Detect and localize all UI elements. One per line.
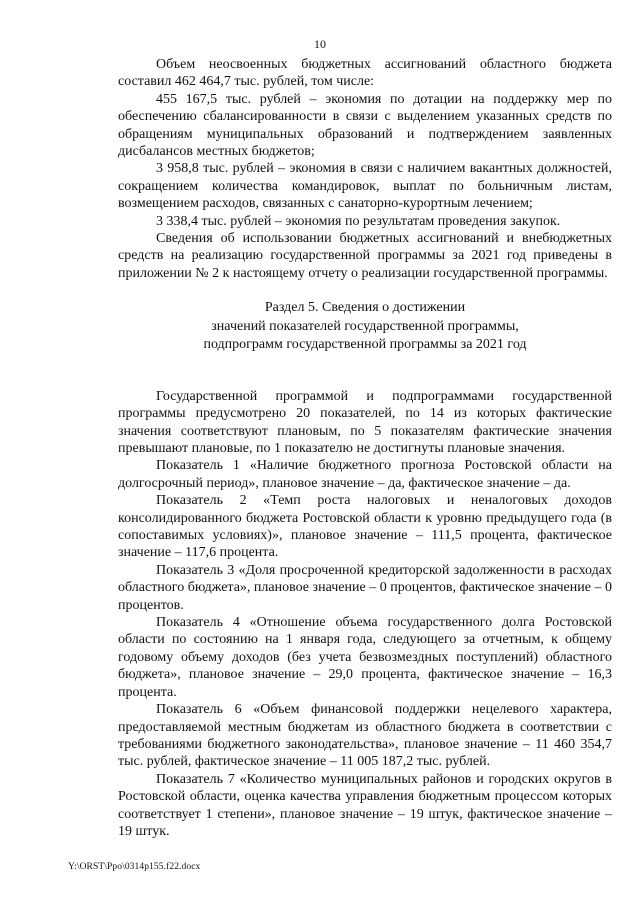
spacer — [118, 355, 612, 388]
paragraph-appendix-reference: Сведения об использовании бюджетных ассигнований и внебюджетных средств на реализацию государственной программы за 2021 год приведены в приложении № 2 к настоящему отчету о реализации государственной программы. — [118, 231, 612, 281]
paragraph-indicator-2: Показатель 2 «Темп роста налоговых и неналоговых доходов консолидированного бюджета Ростовской области к уровню предыдущего года (в сопоставимых условиях)», плановое значение – 111,5 процента, фактическое значение – 117,6 процента. — [118, 493, 612, 561]
paragraph-indicator-1: Показатель 1 «Наличие бюджетного прогноза Ростовской области на долгосрочный период», плановое значение – да, фактическое значение – да. — [118, 458, 612, 491]
paragraph-procurement-savings: 3 338,4 тыс. рублей – экономия по результатам проведения закупок. — [156, 213, 561, 229]
section-heading — [118, 299, 612, 355]
paragraph-indicator-7: Показатель 7 «Количество муниципальных районов и городских округов в Ростовской области, оценка качества управления бюджетным процессом которых соответствует 1 степени», плановое значение – 19 штук, фактическое значение – 19 штук. — [118, 771, 612, 839]
section-heading-line-2: значений показателей государственной программы, — [211, 318, 519, 334]
page-number: 10 — [314, 37, 326, 51]
footer-file-path: Y:\ORST\Ppo\0314p155.f22.docx — [68, 862, 201, 872]
paragraph-indicator-4: Показатель 4 «Отношение объема государственного долга Ростовской области по состоянию на 1 января года, следующего за отчетным, к общему годовому объему доходов (без учета безвозмездных поступлений) областного бюджета», плановое значение – 29,0 процента, фактическое значение – 16,3 процента. — [118, 615, 612, 700]
paragraph-subsidy-savings: 455 167,5 тыс. рублей – экономия по дотации на поддержку мер по обеспечению сбалансированности в связи с выделением указанных средств по обращениям муниципальных образований и подтверждением заявленных дисбалансов местных бюджетов; — [118, 91, 612, 160]
paragraph-indicators-summary: Государственной программой и подпрограммами государственной программы предусмотрено 20 показателей, по 14 из которых фактические значения соответствуют плановым, по 5 показателям фактические значения превышают плановые, по 1 показателю не достигнуты плановые значения. — [118, 388, 612, 456]
paragraph-unspent-total: Объем неосвоенных бюджетных ассигнований областного бюджета составил 462 464,7 тыс. рублей, том числе: — [118, 57, 612, 90]
section-heading-line-3: подпрограмм государственной программы за 2021 год — [203, 337, 527, 353]
paragraph-indicator-6: Показатель 6 «Объем финансовой поддержки нецелевого характера, предоставляемой местным бюджетам из областного бюджета в соответствии с требованиями бюджетного законодательства», плановое значение – 11 460 354,7 тыс. рублей, фактическое значение – 11 005 187,2 тыс. рублей. — [118, 702, 612, 770]
paragraph-indicator-3: Показатель 3 «Доля просроченной кредиторской задолженности в расходах областного бюджета», плановое значение – 0 процентов, фактическое значение – 0 процентов. — [118, 562, 612, 613]
document-body — [118, 56, 612, 840]
section-heading-line-1: Раздел 5. Сведения о достижении — [264, 300, 466, 316]
paragraph-vacancy-savings: 3 958,8 тыс. рублей – экономия в связи с наличием вакантных должностей, сокращением количества командировок, выплат по больничным листам, возмещением расходов, связанных с санаторно-курортным лечением; — [118, 161, 612, 212]
spacer — [118, 282, 612, 299]
